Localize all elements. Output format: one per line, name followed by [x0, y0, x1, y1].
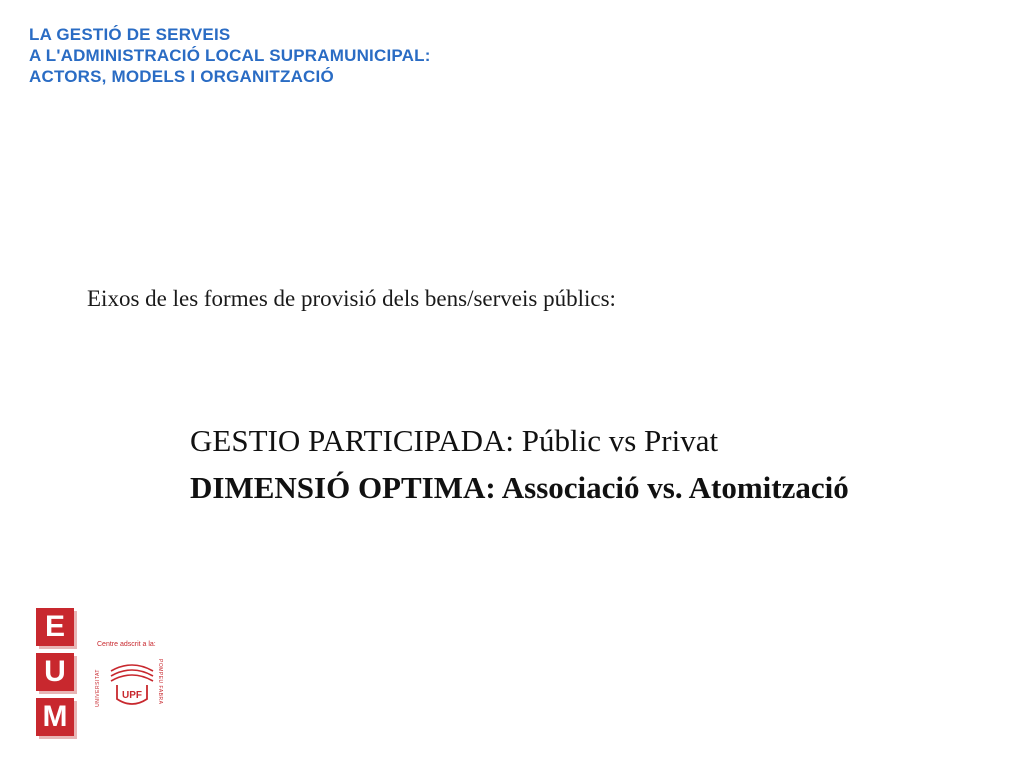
header-line-3: ACTORS, MODELS I ORGANITZACIÓ	[29, 67, 334, 86]
axes-list	[190, 417, 849, 511]
slide-header	[29, 24, 431, 87]
axis-dimensio-optima: DIMENSIÓ OPTIMA: Associació vs. Atomització	[190, 470, 849, 505]
header-line-2: A L'ADMINISTRACIÓ LOCAL SUPRAMUNICIPAL:	[29, 46, 431, 65]
upf-vertical-right: POMPEU FABRA	[157, 659, 163, 705]
eum-letter-e: E	[36, 608, 74, 646]
upf-caption: Centre adscrit a la:	[97, 641, 156, 648]
header-line-1: LA GESTIÓ DE SERVEIS	[29, 25, 231, 44]
svg-text:UPF: UPF	[122, 690, 142, 701]
upf-logo	[97, 641, 167, 716]
eum-logo	[36, 608, 82, 743]
upf-vertical-left: UNIVERSITAT	[95, 669, 101, 707]
intro-text: Eixos de les formes de provisió dels bens/serveis públics:	[87, 286, 616, 311]
eum-letter-u: U	[36, 653, 74, 691]
axis-gestio-participada: GESTIO PARTICIPADA: Públic vs Privat	[190, 423, 719, 458]
upf-emblem-icon	[109, 655, 155, 713]
eum-letter-m: M	[36, 698, 74, 736]
